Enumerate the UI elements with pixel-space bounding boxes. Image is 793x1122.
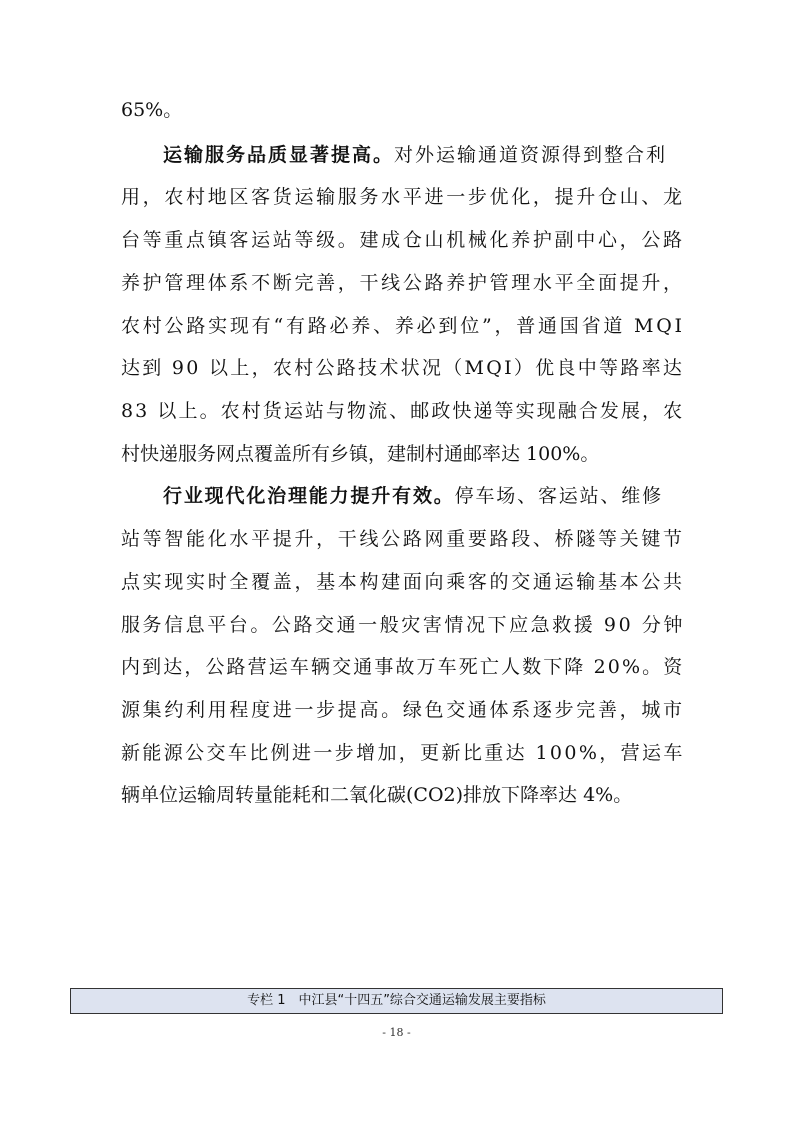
text-line: 83 以上。农村货运站与物流、邮政快递等实现融合发展，农 (121, 400, 685, 422)
text-line: 农村公路实现有“有路必养、养必到位”，普通国省道 MQI (121, 315, 685, 337)
paragraph-heading: 行业现代化治理能力提升有效。 (163, 485, 455, 507)
paragraph-first-line (163, 141, 667, 169)
text-line: 服务信息平台。公路交通一般灾害情况下应急救援 90 分钟 (121, 614, 685, 636)
column-box-title: 专栏 1 中江县“十四五”综合交通运输发展主要指标 (70, 988, 723, 1014)
paragraph-first-line (163, 482, 663, 510)
paragraph-heading: 运输服务品质显著提高。 (163, 144, 395, 166)
text-line: 内到达，公路营运车辆交通事故万车死亡人数下降 20%。资 (121, 656, 685, 678)
page-number: - 18 - (382, 1026, 411, 1039)
text-line: 用，农村地区客货运输服务水平进一步优化，提升仓山、龙 (121, 186, 685, 208)
text-line: 达到 90 以上，农村公路技术状况（MQI）优良中等路率达 (121, 357, 685, 379)
text-line: 台等重点镇客运站等级。建成仓山机械化养护副中心，公路 (121, 229, 685, 251)
text-line: 点实现实时全覆盖，基本构建面向乘客的交通运输基本公共 (121, 571, 685, 593)
text-line: 源集约利用程度进一步提高。绿色交通体系逐步完善，城市 (121, 699, 685, 721)
text-line: 村快递服务网点覆盖所有乡镇，建制村通邮率达 100%。 (121, 443, 600, 465)
text-line: 对外运输通道资源得到整合利 (394, 144, 668, 166)
text-line: 65%。 (121, 99, 183, 121)
text-line: 辆单位运输周转量能耗和二氧化碳(CO2)排放下降率达 4%。 (121, 784, 633, 806)
text-line: 养护管理体系不断完善，干线公路养护管理水平全面提升， (121, 272, 685, 294)
text-line: 站等智能化水平提升，干线公路网重要路段、桥隧等关键节 (121, 528, 685, 550)
text-line: 新能源公交车比例进一步增加，更新比重达 100%，营运车 (121, 742, 685, 764)
text-line: 停车场、客运站、维修 (454, 485, 663, 507)
